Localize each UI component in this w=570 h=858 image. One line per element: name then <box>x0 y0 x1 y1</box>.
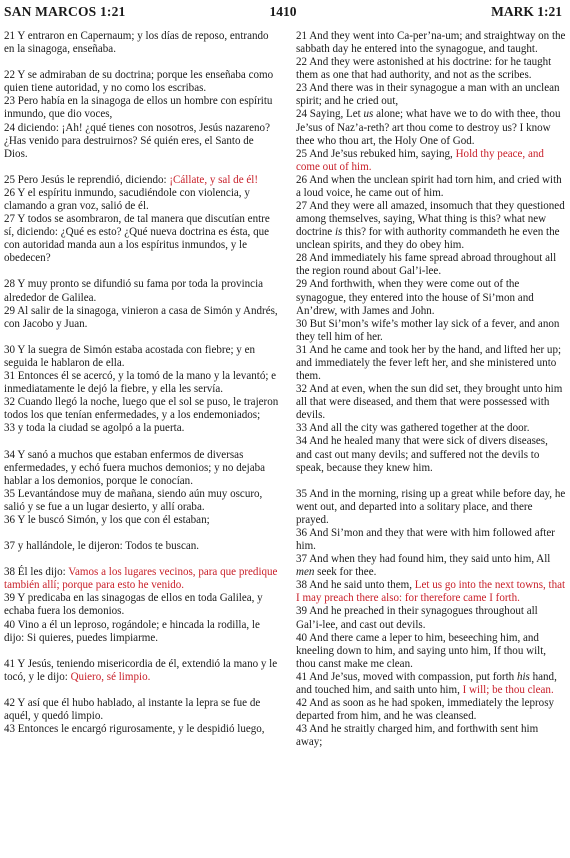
verse-text: 35 Levantándose muy de mañana, siendo aún muy oscuro, salió y se fue a un lugar desierto, y allí oraba. <box>4 487 263 513</box>
italic-supplied-word: us <box>363 108 374 121</box>
english-verse <box>296 108 566 147</box>
english-verse <box>296 82 566 108</box>
english-verse <box>296 435 566 474</box>
verse-text: 25 And Je’sus rebuked him, saying, <box>296 147 456 160</box>
verse-text: 37 And when they had found him, they said unto him, All <box>296 553 551 566</box>
words-of-christ: Hold thy peace, and come out of him. <box>296 147 544 173</box>
verse-text: 43 And he straitly charged him, and forthwith sent him away; <box>296 723 539 749</box>
english-verse <box>296 488 566 527</box>
spanish-verse <box>4 488 279 514</box>
english-verse <box>296 200 566 252</box>
verse-text: 32 Cuando llegó la noche, luego que el sol se puso, le trajeron todos los que tenían enfermedades, y a los endemoniados; <box>4 396 279 422</box>
verse-text: 40 Vino a él un leproso, rogándole; e hincada la rodilla, le dijo: Si quieres, puedes limpiarme. <box>4 618 260 644</box>
verse-text: 38 Él les dijo: <box>4 566 69 579</box>
english-running-head: MARK 1:21 <box>491 4 562 19</box>
words-of-christ: I will; be thou clean. <box>462 683 554 696</box>
verse-text: 23 Pero había en la sinagoga de ellos un hombre con espíritu inmundo, que dio voces, <box>4 95 273 121</box>
spanish-verse <box>4 305 279 331</box>
english-verse <box>296 318 566 344</box>
verse-text: 31 Entonces él se acercó, y la tomó de la mano y la levantó; e inmediatamente le dejó la fiebre, y ella les servía. <box>4 370 277 396</box>
verse-text: 41 And Je’sus, moved with compassion, put forth <box>296 670 517 683</box>
verse-text: 30 But Si’mon’s wife’s mother lay sick of a fever, and anon they tell him of her. <box>296 317 560 343</box>
spanish-verse <box>4 422 279 435</box>
words-of-christ: ¡Cállate, y sal de él! <box>169 173 259 186</box>
verse-text: 42 And as soon as he had spoken, immediately the leprosy departed from him, and he was cleansed. <box>296 696 555 723</box>
verse-text: 36 Y le buscó Simón, y los que con él estaban; <box>4 513 210 526</box>
verse-text: 37 y hallándole, le dijeron: Todos te buscan. <box>4 540 200 553</box>
spanish-verse <box>4 697 279 723</box>
verse-text: 32 And at even, when the sun did set, they brought unto him all that were diseased, and them that were possessed with devils. <box>296 383 563 422</box>
english-verse <box>296 605 566 631</box>
spanish-verse <box>4 278 279 304</box>
verse-text: 27 And they were all amazed, insomuch that they questioned among themselves, saying, What thing is this? what new doctrine <box>296 200 565 239</box>
verse-text: 21 And they went into Ca-per’na-um; and straightway on the sabbath day he entered into the synagogue, and taught. <box>296 30 566 56</box>
verse-text: 23 And there was in their synagogue a man with an unclean spirit; and he cried out, <box>296 82 560 108</box>
verse-text: alone; what have we to do with thee, thou Je’sus of Naz’a-reth? art thou come to destroy us? I know thee who thou art, the Holy One of God. <box>296 108 561 147</box>
english-verse <box>296 697 566 723</box>
words-of-christ: Quiero, sé limpio. <box>70 670 151 683</box>
english-verse <box>296 383 566 422</box>
spanish-verse <box>4 187 279 213</box>
english-verse <box>296 344 566 383</box>
spanish-verse <box>4 540 279 553</box>
english-verse <box>296 579 566 605</box>
spanish-verse <box>4 592 279 618</box>
english-verse <box>296 527 566 553</box>
page-header <box>4 4 562 22</box>
verse-text: 21 Y entraron en Capernaum; y los días de reposo, entrando en la sinagoga, enseñaba. <box>4 30 269 56</box>
verse-text: 42 Y así que él hubo hablado, al instante la lepra se fue de aquél, y quedó limpio. <box>4 696 261 723</box>
spanish-verse <box>4 344 279 370</box>
spanish-verse <box>4 213 279 265</box>
english-verse <box>296 553 566 579</box>
spanish-column <box>4 30 279 736</box>
spanish-verse <box>4 566 279 592</box>
verse-text: 34 Y sanó a muchos que estaban enfermos de diversas enfermedades, y echó fuera muchos demonios; y no dejaba hablar a los demonios, porque le conocían. <box>4 448 266 487</box>
verse-text: 28 And immediately his fame spread abroad throughout all the region round about Gal’i-lee. <box>296 252 557 278</box>
page-number: 1410 <box>269 4 297 19</box>
english-verse <box>296 422 566 435</box>
spanish-verse <box>4 122 279 161</box>
english-verse <box>296 723 566 749</box>
verse-text: 38 And he said unto them, <box>296 579 415 592</box>
italic-supplied-word: his <box>516 670 530 683</box>
spanish-verse <box>4 723 279 736</box>
verse-text: 35 And in the morning, rising up a great while before day, he went out, and departed into a solitary place, and there prayed. <box>296 487 566 526</box>
verse-text: 40 And there came a leper to him, beseeching him, and kneeling down to him, and saying unto him, If thou wilt, thou canst make me clean. <box>296 631 547 670</box>
verse-text: 43 Entonces le encargó rigurosamente, y le despidió luego, <box>4 723 265 736</box>
verse-text: 26 And when the unclean spirit had torn him, and cried with a loud voice, he came out of him. <box>296 173 562 199</box>
verse-text: 39 And he preached in their synagogues throughout all Gal’i-lee, and cast out devils. <box>296 605 538 631</box>
spanish-verse <box>4 370 279 396</box>
italic-supplied-word: is <box>334 226 343 239</box>
verse-text: 26 Y el espíritu inmundo, sacudiéndole con violencia, y clamando a gran voz, salió de él. <box>4 186 250 213</box>
spanish-running-head: SAN MARCOS 1:21 <box>4 4 126 19</box>
verse-text: 39 Y predicaba en las sinagogas de ellos en toda Galilea, y echaba fuera los demonios. <box>4 592 263 618</box>
verse-text: 34 And he healed many that were sick of divers diseases, and cast out many devils; and suffered not the devils to speak, because they knew him. <box>296 435 548 474</box>
verse-text: 22 And they were astonished at his doctrine: for he taught them as one that had authority, and not as the scribes. <box>296 56 552 82</box>
english-verse <box>296 30 566 56</box>
spanish-verse <box>4 449 279 488</box>
spanish-verse <box>4 69 279 95</box>
verse-text: this? for with authority commandeth he even the unclean spirits, and they do obey him. <box>296 226 560 252</box>
verse-text: hand, and touched him, and saith unto him, <box>296 670 557 696</box>
english-verse <box>296 174 566 200</box>
verse-text: 33 And all the city was gathered together at the door. <box>296 422 530 435</box>
english-verse <box>296 671 566 697</box>
italic-supplied-word: men <box>296 566 315 579</box>
spanish-verse <box>4 174 279 187</box>
verse-text: 30 Y la suegra de Simón estaba acostada con fiebre; y en seguida le hablaron de ella. <box>4 343 256 369</box>
verse-text: 28 Y muy pronto se difundió su fama por toda la provincia alrededor de Galilea. <box>4 278 264 304</box>
english-verse <box>296 148 566 174</box>
verse-text: 31 And he came and took her by the hand, and lifted her up; and immediately the fever left her, and she ministered unto them. <box>296 343 562 383</box>
verse-text: 27 Y todos se asombraron, de tal manera que discutían entre sí, diciendo: ¿Qué es esto? ¿Qué nueva doctrina es ésta, que con autoridad manda aun a los espíritus inmundos, y le obedecen? <box>4 213 270 265</box>
verse-text: 25 Pero Jesús le reprendió, diciendo: <box>4 173 170 186</box>
english-verse <box>296 56 566 82</box>
verse-text: 29 Al salir de la sinagoga, vinieron a casa de Simón y Andrés, con Jacobo y Juan. <box>4 304 278 330</box>
english-column <box>296 30 566 749</box>
words-of-christ: Vamos a los lugares vecinos, para que predique también allí; porque para esto he venido. <box>4 566 278 592</box>
spanish-verse <box>4 30 279 56</box>
verse-text: seek for thee. <box>314 566 377 579</box>
verse-text: 22 Y se admiraban de su doctrina; porque les enseñaba como quien tiene autoridad, y no como los escribas. <box>4 69 274 95</box>
verse-text: 24 Saying, Let <box>296 108 364 121</box>
spanish-verse <box>4 658 279 684</box>
verse-text: 36 And Si’mon and they that were with him followed after him. <box>296 526 555 553</box>
english-verse <box>296 252 566 278</box>
spanish-verse <box>4 619 279 645</box>
spanish-verse <box>4 514 279 527</box>
spanish-verse <box>4 396 279 422</box>
spanish-verse <box>4 95 279 121</box>
verse-text: 29 And forthwith, when they were come out of the synagogue, they entered into the house of Si’mon and An’drew, with James and John. <box>296 278 534 317</box>
words-of-christ: Let us go into the next towns, that I may preach there also: for therefore came I forth. <box>296 579 566 605</box>
verse-text: 24 diciendo: ¡Ah! ¿qué tienes con nosotros, Jesús nazareno? ¿Has venido para destruirnos? Sé quién eres, el Santo de Dios. <box>4 121 270 160</box>
verse-text: 33 y toda la ciudad se agolpó a la puerta. <box>4 422 185 435</box>
english-verse <box>296 278 566 317</box>
english-verse <box>296 632 566 671</box>
verse-text: 41 Y Jesús, teniendo misericordia de él, extendió la mano y le tocó, y le dijo: <box>4 657 278 683</box>
